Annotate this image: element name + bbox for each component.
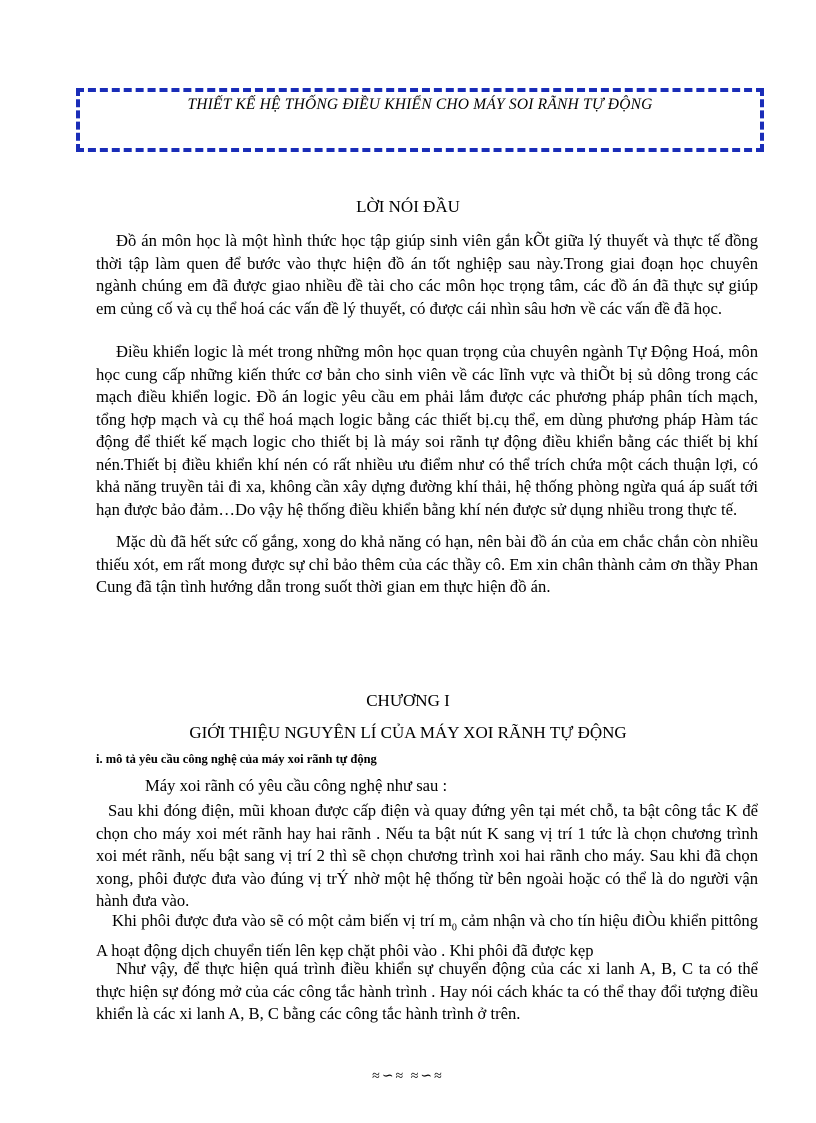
document-title: THIẾT KẾ HỆ THỐNG ĐIỀU KHIỂN CHO MÁY SOI RÃNH TỰ ĐỘNG — [187, 96, 653, 113]
chapter-paragraph-2: Khi phôi được đưa vào sẽ có một cảm biến vị trí $m_0$ cảm nhận và cho tín hiệu điÒu khiển pittông A hoạt động dịch chuyển tiến lên kẹp chặt phôi vào . Khi phôi đã được kẹp — [96, 911, 758, 960]
chapter-paragraph-3: Như vậy, để thực hiện quá trình điều khiển sự chuyển động của các xi lanh A, B, C ta có thể thực hiện sự đóng mở của các công tắc hành trình . Hay nói cách khác ta có thể thay đổi tượng điều khiển là các xi lanh A, B, C bằng các công tắc hành trình ở trên. — [96, 959, 758, 1023]
chapter-number: CHƯƠNG I — [366, 691, 450, 710]
preface-paragraph-2: Điều khiển logic là mét trong những môn học quan trọng của chuyên ngành Tự Động Hoá, môn học cung cấp những kiến thức cơ bản cho sinh viên về các lĩnh vực và thiÕt bị sủ dông trong các mạch điều khiển logic. Đồ án logic yêu cầu em phải lắm được các phương pháp phân tích mạch, tổng hợp mạch và cụ thể hoá mạch logic bằng các thiết bị.cụ thể, em dùng phương pháp Hàm tác động để thiết kế mạch logic cho thiết bị là máy soi rãnh tự động điều khiển bằng các thiết bị khí nén.Thiết bị điều khiển khí nén có rất nhiều ưu điểm như có thể trích chứa một cách thuận lợi, có khả năng truyền tải đi xa, không cần xây dựng đường khí thải, hệ thống phòng ngừa quá áp suất tới hạn được bảo đảm…Do vậy hệ thống điều khiển bằng khí nén được sử dụng nhiều trong thực tế. — [96, 342, 758, 519]
section-subheading: i. mô tả yêu cầu công nghệ của máy xoi rãnh tự động — [96, 752, 377, 766]
header-box — [76, 88, 764, 152]
preface-heading: LỜI NÓI ĐẦU — [356, 197, 460, 216]
footer-ornament-icon: ≈∽≈ ≈∽≈ — [372, 1069, 444, 1084]
chapter-title: GIỚI THIỆU NGUYÊN LÍ CỦA MÁY XOI RÃNH TỰ ĐỘNG — [189, 723, 627, 742]
preface-paragraph-1: Đồ án môn học là một hình thức học tập giúp sinh viên gắn kÕt giữa lý thuyết và thực tế đồng thời tập làm quen để bước vào thực hiện đồ án tốt nghiệp sau này.Trong giai đoạn học chuyên ngành chúng em đã được giao nhiều đề tài cho các môn học trọng tâm, các đồ án đã thực sự giúp em củng cố và cụ thể hoá các vấn đề lý thuyết, có được cái nhìn sâu hơn về các vấn đề đã học. — [96, 231, 758, 318]
preface-paragraph-3: Mặc dù đã hết sức cố gắng, xong do khả năng có hạn, nên bài đồ án của em chắc chắn còn nhiều thiếu xót, em rất mong được sự chỉ bảo thêm của các thầy cô. Em xin chân thành cảm ơn thầy Phan Cung đã tận tình hướng dẫn trong suốt thời gian em thực hiện đồ án. — [96, 532, 758, 596]
chapter-intro: Máy xoi rãnh có yêu cầu công nghệ như sau : — [145, 776, 448, 795]
subscript: 0 — [451, 922, 457, 934]
chapter-paragraph-1: Sau khi đóng điện, mũi khoan được cấp điện và quay đứng yên tại mét chỗ, ta bật công tắc K để chọn cho máy xoi mét rãnh hay hai rãnh . Nếu ta bật nút K sang vị trí 1 tức là chọn chương trình xoi mét rãnh, nếu bật sang vị trí 2 thì sẽ chọn chương trình xoi hai rãnh cho máy. Sau khi đã chọn xong, phôi được đưa vào đúng vị trÝ nhờ một hệ thống từ bên ngoài hoặc có thể là do người vận hành đưa vào. — [96, 801, 758, 910]
